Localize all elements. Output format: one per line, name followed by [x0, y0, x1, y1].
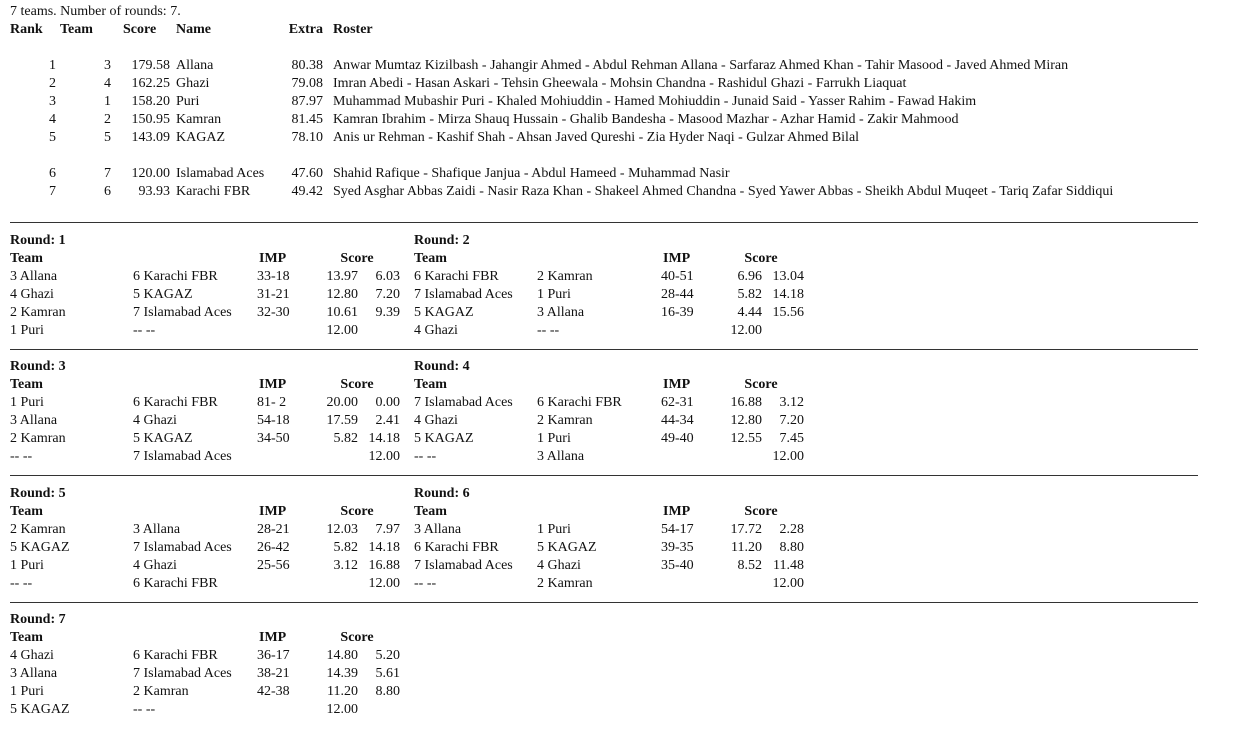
home-score-cell: 8.52: [737, 558, 762, 573]
round-header-row: [10, 250, 400, 268]
round-header-row: [10, 376, 400, 394]
extra-header: Extra: [288, 22, 323, 37]
score-cell: 93.93: [138, 184, 170, 199]
opponent-column-header: [133, 250, 257, 268]
away-score-cell: 3.12: [779, 395, 804, 410]
roster-cell: Shahid Rafique - Shafique Janjua - Abdul Hameed - Muhammad Nasir: [333, 166, 730, 181]
home-team-cell: 5 KAGAZ: [414, 305, 474, 320]
imp-column-header: IMP: [663, 377, 691, 392]
home-team-cell: 6 Karachi FBR: [414, 540, 499, 555]
rank-cell: 6: [49, 166, 56, 181]
match-row: [10, 521, 400, 539]
match-row: [10, 683, 400, 701]
home-score-cell: [314, 448, 358, 466]
round-header-row: [10, 629, 400, 647]
imp-column-header: IMP: [259, 377, 287, 392]
away-score-cell: 7.45: [779, 431, 804, 446]
home-team-cell: 3 Allana: [10, 269, 58, 284]
extra-cell: 87.97: [291, 94, 323, 109]
team-column-header: Team: [10, 377, 43, 392]
away-team-cell: -- --: [133, 323, 156, 338]
round-5-block: [10, 485, 410, 593]
imp-cell: 25-56: [257, 558, 290, 573]
imp-cell: 35-40: [661, 558, 694, 573]
imp-cell: 40-51: [661, 269, 694, 284]
away-team-cell: 5 KAGAZ: [133, 287, 193, 302]
away-score-cell: 7.20: [779, 413, 804, 428]
home-score-cell: 12.00: [326, 702, 358, 717]
home-score-cell: 12.03: [326, 522, 358, 537]
imp-cell: 28-44: [661, 287, 694, 302]
rank-header: Rank: [10, 22, 43, 37]
home-team-cell: 5 KAGAZ: [10, 540, 70, 555]
imp-cell: [661, 322, 718, 340]
team-column-header: Team: [10, 630, 43, 645]
match-row: [10, 647, 400, 665]
imp-cell: [661, 575, 718, 593]
round-table: [414, 485, 804, 593]
home-team-cell: 5 KAGAZ: [10, 702, 70, 717]
team-column-header: Team: [414, 251, 447, 266]
home-team-cell: 7 Islamabad Aces: [414, 287, 513, 302]
standings-header-row: [10, 21, 1113, 39]
imp-column-header: IMP: [663, 504, 691, 519]
roster-cell: Anis ur Rehman - Kashif Shah - Ahsan Javed Qureshi - Zia Hyder Naqi - Gulzar Ahmed Bilal: [333, 130, 860, 145]
imp-cell: [257, 701, 314, 719]
extra-cell: 47.60: [291, 166, 323, 181]
round-7-block: [10, 611, 410, 719]
away-team-cell: 1 Puri: [537, 431, 571, 446]
imp-cell: 62-31: [661, 395, 694, 410]
section-divider: [10, 349, 1198, 350]
away-team-cell: 4 Ghazi: [133, 413, 177, 428]
home-score-cell: 13.97: [326, 269, 358, 284]
standings-row: [10, 93, 1113, 111]
home-team-cell: 3 Allana: [10, 666, 58, 681]
opponent-column-header: [537, 376, 661, 394]
round-4-block: [414, 358, 814, 466]
home-score-cell: 12.55: [730, 431, 762, 446]
home-score-cell: 12.80: [730, 413, 762, 428]
home-score-cell: [718, 448, 762, 466]
team-name-cell: KAGAZ: [176, 130, 225, 145]
match-row: [414, 304, 804, 322]
imp-cell: [257, 575, 314, 593]
score-column-header: Score: [744, 504, 778, 519]
team-number-cell: 1: [104, 94, 111, 109]
away-score-cell: 12.00: [772, 576, 804, 591]
away-score-cell: 14.18: [368, 431, 400, 446]
home-score-cell: 5.82: [333, 431, 358, 446]
home-score-cell: 20.00: [326, 395, 358, 410]
team-column-header: Team: [10, 504, 43, 519]
away-team-cell: -- --: [537, 323, 560, 338]
score-column-header: Score: [340, 504, 374, 519]
away-team-cell: 1 Puri: [537, 287, 571, 302]
spacer-row: [10, 39, 1113, 57]
score-column-header: Score: [340, 630, 374, 645]
roster-cell: Muhammad Mubashir Puri - Khaled Mohiuddin - Hamed Mohiuddin - Junaid Said - Yasser Rahim - Fawad Hakim: [333, 94, 977, 109]
score-cell: 162.25: [131, 76, 170, 91]
match-row: [10, 539, 400, 557]
score-column-header: Score: [340, 377, 374, 392]
roster-cell: Anwar Mumtaz Kizilbash - Jahangir Ahmed - Abdul Rehman Allana - Sarfaraz Ahmed Khan - Tahir Masood - Javed Ahmed Miran: [333, 58, 1069, 73]
match-row: [414, 322, 804, 340]
extra-cell: 78.10: [291, 130, 323, 145]
rank-cell: 7: [49, 184, 56, 199]
round-title: Round: 3: [10, 359, 66, 374]
standings-row: [10, 183, 1113, 201]
match-row: [414, 430, 804, 448]
rank-cell: 2: [49, 76, 56, 91]
team-column-header: Team: [414, 377, 447, 392]
roster-cell: Kamran Ibrahim - Mirza Shauq Hussain - Ghalib Bandesha - Masood Mazhar - Azhar Hamid - Zakir Mahmood: [333, 112, 959, 127]
home-score-cell: 12.80: [326, 287, 358, 302]
away-score-cell: 7.97: [375, 522, 400, 537]
section-divider: [10, 222, 1198, 223]
away-score-cell: 8.80: [375, 684, 400, 699]
home-score-cell: 12.00: [326, 323, 358, 338]
round-table: [414, 358, 804, 466]
imp-column-header: IMP: [663, 251, 691, 266]
away-score-cell: 11.48: [773, 558, 804, 573]
round-header-row: [10, 503, 400, 521]
home-team-cell: 4 Ghazi: [414, 323, 458, 338]
standings-row: [10, 165, 1113, 183]
away-team-cell: 7 Islamabad Aces: [133, 666, 232, 681]
section-divider: [10, 475, 1198, 476]
away-team-cell: 6 Karachi FBR: [537, 395, 622, 410]
imp-cell: 26-42: [257, 540, 290, 555]
home-score-cell: 17.72: [730, 522, 762, 537]
round-title: Round: 1: [10, 233, 66, 248]
home-team-cell: 2 Kamran: [10, 305, 66, 320]
away-score-cell: 12.00: [772, 449, 804, 464]
opponent-column-header: [133, 376, 257, 394]
score-cell: 143.09: [131, 130, 170, 145]
team-column-header: Team: [414, 504, 447, 519]
away-score-cell: 12.00: [368, 576, 400, 591]
away-team-cell: 2 Kamran: [537, 576, 593, 591]
team-name-cell: Puri: [176, 94, 200, 109]
team-name-cell: Allana: [176, 58, 214, 73]
away-score-cell: 5.61: [375, 666, 400, 681]
away-score-cell: 2.41: [375, 413, 400, 428]
section-divider: [10, 602, 1198, 603]
match-row: [414, 539, 804, 557]
home-score-cell: [314, 575, 358, 593]
home-score-cell: [718, 575, 762, 593]
match-row: [10, 394, 400, 412]
imp-cell: 38-21: [257, 666, 290, 681]
match-row: [414, 521, 804, 539]
round-table: [10, 358, 400, 466]
home-team-cell: 4 Ghazi: [10, 287, 54, 302]
home-team-cell: 2 Kamran: [10, 522, 66, 537]
match-row: [10, 412, 400, 430]
team-name-cell: Islamabad Aces: [176, 166, 265, 181]
away-score-cell: 9.39: [375, 305, 400, 320]
extra-cell: 81.45: [291, 112, 323, 127]
imp-column-header: IMP: [259, 630, 287, 645]
rank-cell: 1: [49, 58, 56, 73]
match-row: [10, 575, 400, 593]
imp-cell: 33-18: [257, 269, 290, 284]
score-column-header: Score: [340, 251, 374, 266]
imp-cell: 31-21: [257, 287, 290, 302]
away-team-cell: 2 Kamran: [537, 269, 593, 284]
away-score-cell: [762, 322, 804, 340]
away-team-cell: 6 Karachi FBR: [133, 576, 218, 591]
home-team-cell: 5 KAGAZ: [414, 431, 474, 446]
round-title: Round: 6: [414, 486, 470, 501]
away-team-cell: 3 Allana: [133, 522, 181, 537]
match-row: [414, 575, 804, 593]
standings-table: [10, 21, 1113, 201]
imp-cell: 49-40: [661, 431, 694, 446]
imp-cell: 42-38: [257, 684, 290, 699]
away-team-cell: 7 Islamabad Aces: [133, 305, 232, 320]
roster-cell: Imran Abedi - Hasan Askari - Tehsin Gheewala - Mohsin Chandna - Rashidul Ghazi - Farrukh Liaquat: [333, 76, 907, 91]
standings-row: [10, 129, 1113, 147]
away-team-cell: 5 KAGAZ: [133, 431, 193, 446]
standings-row: [10, 57, 1113, 75]
team-column-header: Team: [10, 251, 43, 266]
opponent-column-header: [537, 503, 661, 521]
match-row: [414, 412, 804, 430]
imp-cell: 36-17: [257, 648, 290, 663]
away-team-cell: 3 Allana: [537, 305, 585, 320]
round-header-row: [414, 376, 804, 394]
home-score-cell: 14.39: [326, 666, 358, 681]
away-team-cell: 6 Karachi FBR: [133, 269, 218, 284]
round-table: [10, 611, 400, 719]
home-score-cell: 11.20: [327, 684, 358, 699]
home-score-cell: 16.88: [730, 395, 762, 410]
imp-column-header: IMP: [259, 504, 287, 519]
imp-cell: 16-39: [661, 305, 694, 320]
home-team-cell: 7 Islamabad Aces: [414, 395, 513, 410]
home-team-cell: 1 Puri: [10, 323, 44, 338]
home-score-cell: 4.44: [737, 305, 762, 320]
round-table: [414, 232, 804, 340]
imp-cell: 44-34: [661, 413, 694, 428]
away-score-cell: 14.18: [772, 287, 804, 302]
round-table: [10, 232, 400, 340]
team-number-cell: 6: [104, 184, 111, 199]
team-number-cell: 7: [104, 166, 111, 181]
away-score-cell: 8.80: [779, 540, 804, 555]
round-6-block: [414, 485, 814, 593]
imp-cell: 81- 2: [257, 395, 287, 410]
away-score-cell: 15.56: [772, 305, 804, 320]
opponent-column-header: [133, 503, 257, 521]
away-score-cell: 7.20: [375, 287, 400, 302]
home-team-cell: 3 Allana: [414, 522, 462, 537]
match-row: [414, 557, 804, 575]
match-row: [10, 304, 400, 322]
match-row: [10, 430, 400, 448]
round-title: Round: 7: [10, 612, 66, 627]
home-score-cell: 3.12: [333, 558, 358, 573]
imp-cell: [661, 448, 718, 466]
match-row: [10, 665, 400, 683]
team-number-cell: 5: [104, 130, 111, 145]
home-team-cell: 1 Puri: [10, 558, 44, 573]
match-row: [414, 286, 804, 304]
team-name-cell: Karachi FBR: [176, 184, 251, 199]
home-team-cell: 4 Ghazi: [414, 413, 458, 428]
away-team-cell: 2 Kamran: [133, 684, 189, 699]
round-header-row: [414, 503, 804, 521]
away-team-cell: 6 Karachi FBR: [133, 648, 218, 663]
home-team-cell: -- --: [10, 576, 33, 591]
rank-cell: 4: [49, 112, 56, 127]
match-row: [10, 448, 400, 466]
away-team-cell: 2 Kamran: [537, 413, 593, 428]
home-team-cell: 2 Kamran: [10, 431, 66, 446]
round-title: Round: 2: [414, 233, 470, 248]
imp-cell: [257, 448, 314, 466]
score-cell: 158.20: [131, 94, 170, 109]
round-1-block: [10, 232, 410, 340]
home-score-cell: 12.00: [730, 323, 762, 338]
match-row: [414, 448, 804, 466]
standings-row: [10, 75, 1113, 93]
standings-body: [10, 39, 1113, 201]
roster-header: Roster: [333, 22, 373, 37]
round-3-block: [10, 358, 410, 466]
home-team-cell: 1 Puri: [10, 684, 44, 699]
away-score-cell: 0.00: [375, 395, 400, 410]
score-cell: 150.95: [131, 112, 170, 127]
away-team-cell: 1 Puri: [537, 522, 571, 537]
imp-cell: 32-30: [257, 305, 290, 320]
tournament-summary: 7 teams. Number of rounds: 7.: [10, 4, 181, 19]
team-number-cell: 3: [104, 58, 111, 73]
imp-column-header: IMP: [259, 251, 287, 266]
match-row: [10, 268, 400, 286]
team-header: Team: [60, 22, 93, 37]
home-score-cell: 5.82: [333, 540, 358, 555]
round-title: Round: 4: [414, 359, 470, 374]
score-cell: 179.58: [131, 58, 170, 73]
home-team-cell: 1 Puri: [10, 395, 44, 410]
match-row: [10, 557, 400, 575]
round-table: [10, 485, 400, 593]
home-team-cell: 4 Ghazi: [10, 648, 54, 663]
away-team-cell: -- --: [133, 702, 156, 717]
home-score-cell: 14.80: [326, 648, 358, 663]
imp-cell: 54-18: [257, 413, 290, 428]
away-team-cell: 5 KAGAZ: [537, 540, 597, 555]
score-column-header: Score: [744, 377, 778, 392]
home-team-cell: -- --: [414, 576, 437, 591]
team-name-cell: Ghazi: [176, 76, 210, 91]
roster-cell: Syed Asghar Abbas Zaidi - Nasir Raza Khan - Shakeel Ahmed Chandna - Syed Yawer Abbas - Sheikh Abdul Muqeet - Tariq Zafar Siddiqui: [333, 184, 1114, 199]
opponent-column-header: [537, 250, 661, 268]
match-row: [10, 322, 400, 340]
round-2-block: [414, 232, 814, 340]
score-column-header: Score: [744, 251, 778, 266]
home-team-cell: 3 Allana: [10, 413, 58, 428]
away-team-cell: 7 Islamabad Aces: [133, 449, 232, 464]
team-number-cell: 2: [104, 112, 111, 127]
home-score-cell: 17.59: [326, 413, 358, 428]
extra-cell: 80.38: [291, 58, 323, 73]
standings-row: [10, 111, 1113, 129]
opponent-column-header: [133, 629, 257, 647]
match-row: [10, 701, 400, 719]
away-team-cell: 7 Islamabad Aces: [133, 540, 232, 555]
home-team-cell: 7 Islamabad Aces: [414, 558, 513, 573]
home-score-cell: 6.96: [737, 269, 762, 284]
away-score-cell: 16.88: [368, 558, 400, 573]
away-score-cell: 14.18: [368, 540, 400, 555]
match-row: [414, 394, 804, 412]
away-score-cell: 5.20: [375, 648, 400, 663]
away-team-cell: 6 Karachi FBR: [133, 395, 218, 410]
match-row: [10, 286, 400, 304]
extra-cell: 49.42: [291, 184, 323, 199]
home-team-cell: -- --: [10, 449, 33, 464]
home-team-cell: -- --: [414, 449, 437, 464]
score-cell: 120.00: [131, 166, 170, 181]
home-score-cell: 10.61: [326, 305, 358, 320]
extra-cell: 79.08: [291, 76, 323, 91]
rank-cell: 5: [49, 130, 56, 145]
match-row: [414, 268, 804, 286]
round-header-row: [414, 250, 804, 268]
imp-cell: 39-35: [661, 540, 694, 555]
away-score-cell: [358, 701, 400, 719]
away-score-cell: 6.03: [375, 269, 400, 284]
home-team-cell: 6 Karachi FBR: [414, 269, 499, 284]
home-score-cell: 5.82: [737, 287, 762, 302]
away-score-cell: 12.00: [368, 449, 400, 464]
imp-cell: 54-17: [661, 522, 694, 537]
name-header: Name: [176, 22, 211, 37]
away-score-cell: 13.04: [772, 269, 804, 284]
away-team-cell: 3 Allana: [537, 449, 585, 464]
team-name-cell: Kamran: [176, 112, 222, 127]
imp-cell: [257, 322, 314, 340]
imp-cell: 34-50: [257, 431, 290, 446]
round-title: Round: 5: [10, 486, 66, 501]
score-header: Score: [123, 22, 157, 37]
team-number-cell: 4: [104, 76, 111, 91]
imp-cell: 28-21: [257, 522, 290, 537]
rank-cell: 3: [49, 94, 56, 109]
home-score-cell: 11.20: [731, 540, 762, 555]
away-score-cell: 2.28: [779, 522, 804, 537]
away-team-cell: 4 Ghazi: [133, 558, 177, 573]
away-score-cell: [358, 322, 400, 340]
away-team-cell: 4 Ghazi: [537, 558, 581, 573]
spacer-row: [10, 147, 1113, 165]
